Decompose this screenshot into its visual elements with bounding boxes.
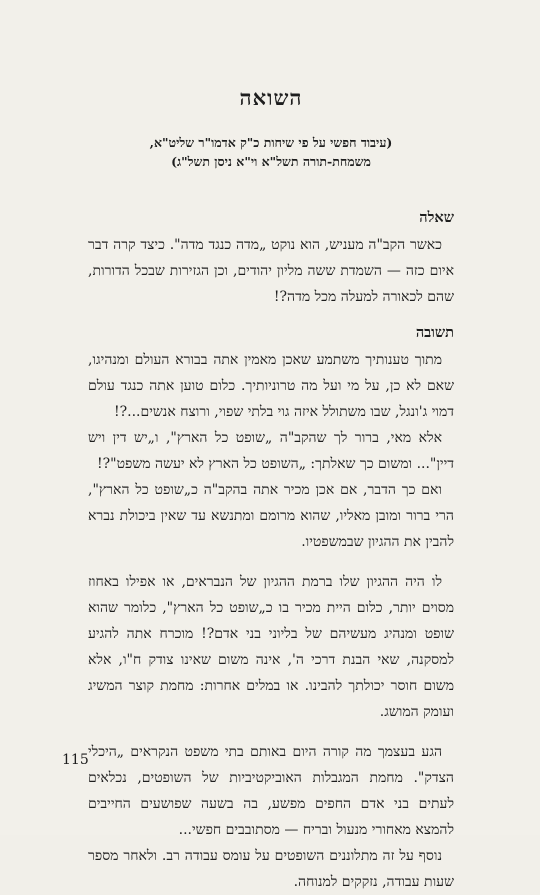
page-number: 115 <box>62 752 89 768</box>
subtitle-line: (עיבוד חפשי על פי שיחות כ"ק אדמו"ר שליט"א, <box>149 135 393 150</box>
answer-paragraph: לו היה ההגיון שלו ברמת ההגיון של הנבראים, או אפילו באחוז מסוים יותר, כלום היית מכיר בו כ„שופט כל הארץ", כלומר שהוא שופט ומנהיג מעשיהם של בליוני בני אדם?! מוכרח אתה להגיע למסקנה, שאי הבנת דרכי ה', אינה משום שאינו צודק ח"ו, אלא משום חוסר יכולתך להבינו. או במלים אחרות: מחמת קוצר המשיג ועומק המושג. <box>88 574 454 720</box>
chapter-title: השואה <box>239 85 303 110</box>
question-paragraph: כאשר הקב"ה מעניש, הוא נוקט „מדה כנגד מדה". כיצד קרה דבר איום כזה — השמדת ששה מליון יהודים, וכן הגזירות שבכל הדורות, שהם לכאורה למעלה מכל מדה?! <box>88 237 454 305</box>
answer-paragraph: ואם כך הדבר, אם אכן מכיר אתה בהקב"ה כ„שופט כל הארץ", הרי ברור ומובן מאליו, שהוא מרומם ומתנשא עד שאין ביכולת נברא להבין את ההגיון שבמשפטיו. <box>88 482 454 550</box>
answer-heading: תשובה <box>415 324 454 341</box>
answer-paragraph: הגע בעצמך מה קורה היום באותם בתי משפט הנקראים „היכלי הצדק". מחמת המגבלות האוביקטיביות של השופטים, נכלאים לעתים בני אדם החפים מפשע, בה בשעה שפושעים החייבים להמצא מאחורי מנעול ובריח — מסתובבים חפשי... <box>88 744 454 838</box>
answer-paragraph: מתוך טענותיך משתמע שאכן מאמין אתה בבורא העולם ומנהיגו, שאם לא כן, על מי ועל מה טרוניותיך. כלום טוען אתה כנגד עולם דמוי ג'ונגל, שבו משתולל איזה גוי בלתי שפוי, ורוצח אנשים...?! <box>88 352 454 420</box>
chapter-subtitle <box>88 133 454 171</box>
subtitle-line: משמחת-תורה תשל"א וי"א ניסן תשל"ג) <box>171 154 371 169</box>
answer-paragraph: אלא מאי, ברור לך שהקב"ה „שופט כל הארץ", ו„יש דין ויש דיין"... ומשום כך שאלתך: „השופט כל הארץ לא יעשה משפט"?! <box>88 430 454 472</box>
page-content <box>88 85 454 895</box>
question-heading: שאלה <box>419 209 454 226</box>
answer-paragraph: נוסף על זה מתלוננים השופטים על עומס עבודה רב. ולאחר מספר שעות עבודה, נזקקים למנוחה. <box>88 848 454 890</box>
